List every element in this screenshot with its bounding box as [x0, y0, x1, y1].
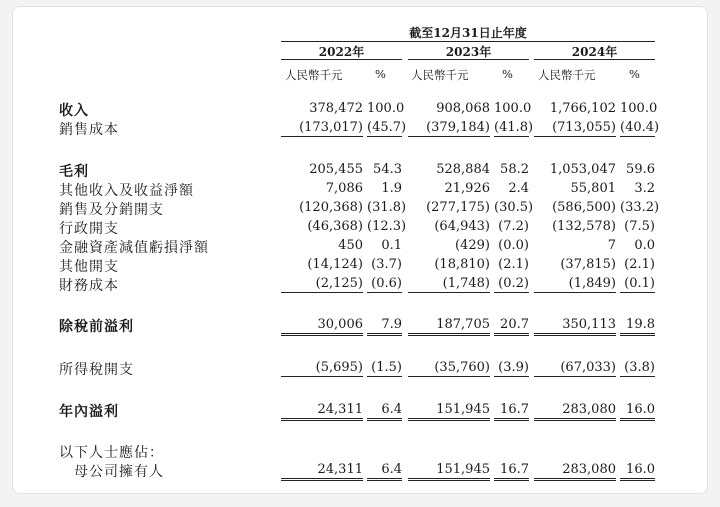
amount-2023-cell: 151,945 — [408, 401, 490, 421]
row-label: 以下人士應佔： — [59, 445, 164, 461]
pct-2023-cell: (0.2) — [494, 275, 529, 293]
table-row — [13, 256, 707, 274]
amount-2022-cell: 450 — [338, 238, 363, 253]
amount-2022-cell: (173,017) — [281, 119, 363, 137]
pct-2024-cell: 59.6 — [626, 162, 655, 177]
table-row — [13, 275, 707, 293]
table-row — [13, 442, 707, 460]
pct-2022-cell: (3.7) — [371, 257, 402, 272]
period-rule — [281, 41, 655, 42]
pct-2023-cell: (7.2) — [498, 219, 529, 234]
amount-2024-cell: 283,080 — [534, 401, 616, 421]
row-label: 母公司擁有人 — [59, 464, 164, 480]
pct-2023-cell: (3.9) — [494, 359, 529, 377]
table-row — [13, 180, 707, 198]
amount-2022-cell: (120,368) — [299, 200, 363, 215]
amount-2024-cell: (713,055) — [534, 119, 616, 137]
amount-2022-cell: 24,311 — [281, 461, 363, 481]
amount-2023-cell: (18,810) — [434, 257, 490, 272]
period-header: 截至12月31日止年度 — [409, 26, 527, 40]
amount-2023-cell — [408, 442, 490, 459]
amount-2023-cell: (429) — [455, 238, 490, 253]
amount-2022-cell: 7,086 — [325, 181, 363, 196]
pct-2022-cell: 100.0 — [367, 101, 405, 116]
table-row — [13, 359, 707, 377]
table-row — [13, 461, 707, 479]
amount-2022-cell: 378,472 — [309, 101, 363, 116]
pct-2024-cell: (2.1) — [624, 257, 655, 272]
table-row — [13, 218, 707, 236]
pct-2024-cell — [620, 442, 655, 459]
year-header-2023: 2023年 — [445, 45, 492, 59]
table-row — [13, 237, 707, 255]
row-label: 收入 — [59, 103, 89, 119]
pct-2023-cell: 16.7 — [494, 461, 529, 481]
amount-2022-cell: 205,455 — [309, 162, 363, 177]
amount-2024-cell: 1,053,047 — [549, 162, 616, 177]
pct-2023-cell: (2.1) — [498, 257, 529, 272]
table-row — [13, 316, 707, 334]
amount-2023-cell: (64,943) — [434, 219, 490, 234]
amount-2024-cell: 283,080 — [534, 461, 616, 481]
pct-2023-cell: 16.7 — [494, 401, 529, 421]
amount-2023-cell: 528,884 — [436, 162, 490, 177]
pct-2024-cell: 16.0 — [620, 461, 655, 481]
amount-2024-cell: 1,766,102 — [549, 101, 616, 116]
pct-2022-cell: 7.9 — [367, 316, 402, 336]
row-label: 其他開支 — [59, 259, 119, 275]
pct-2024-cell: 3.2 — [634, 181, 655, 196]
pct-2024-cell: 0.0 — [634, 238, 655, 253]
row-label: 所得稅開支 — [59, 362, 134, 378]
amount-2022-cell: (46,368) — [307, 219, 363, 234]
table-row — [13, 119, 707, 137]
pct-2024-cell: 100.0 — [620, 101, 658, 116]
row-label: 毛利 — [59, 164, 89, 180]
table-row — [13, 401, 707, 419]
amount-2024-cell: (67,033) — [534, 359, 616, 377]
amount-2023-cell: (1,748) — [408, 275, 490, 293]
amount-2024-cell: (132,578) — [552, 219, 616, 234]
pct-2023-cell: (41.8) — [494, 120, 534, 135]
amount-2024-cell: 55,801 — [570, 181, 616, 196]
table-row — [13, 161, 707, 179]
table-row — [13, 100, 707, 118]
pct-2023-cell: 100.0 — [494, 101, 532, 116]
pct-2023-cell: 20.7 — [494, 316, 529, 336]
amount-2022-cell: (5,695) — [281, 359, 363, 377]
pct-2022-cell: (31.8) — [367, 200, 407, 215]
pct-2024-cell: (33.2) — [620, 200, 660, 215]
pct-2024-cell: 19.8 — [620, 316, 655, 336]
pct-2024-cell: 16.0 — [620, 401, 655, 421]
row-label: 行政開支 — [59, 221, 119, 237]
pct-2024-cell: (40.4) — [620, 120, 660, 135]
year-rule-2023 — [408, 59, 529, 60]
pct-2024-cell: (0.1) — [620, 275, 655, 293]
amount-2022-cell: (14,124) — [307, 257, 363, 272]
amount-2024-cell: 7 — [607, 238, 616, 253]
amount-2023-cell: (35,760) — [408, 359, 490, 377]
pct-2022-cell: (45.7) — [367, 120, 407, 135]
pct-2023-cell: 58.2 — [500, 162, 529, 177]
percent-header-2023: % — [502, 67, 513, 81]
amount-2023-cell: 187,705 — [408, 316, 490, 336]
pct-2022-cell: 1.9 — [381, 181, 402, 196]
year-header-2022: 2022年 — [318, 45, 365, 59]
statement-page — [12, 6, 708, 494]
pct-2022-cell: 0.1 — [381, 238, 402, 253]
row-label: 年內溢利 — [59, 404, 119, 420]
pct-2024-cell: (3.8) — [620, 359, 655, 377]
year-rule-2022 — [281, 59, 402, 60]
amount-2022-cell: (2,125) — [281, 275, 363, 293]
amount-2023-cell: (277,175) — [426, 200, 490, 215]
amount-2023-cell: (379,184) — [408, 119, 490, 137]
pct-2023-cell — [494, 442, 529, 459]
amount-2023-cell: 908,068 — [436, 101, 490, 116]
row-label: 銷售及分銷開支 — [59, 202, 164, 218]
amount-2024-cell — [534, 442, 616, 459]
year-header-2024: 2024年 — [571, 45, 618, 59]
percent-header-2024: % — [629, 67, 640, 81]
row-label: 其他收入及收益淨額 — [59, 183, 194, 199]
pct-2024-cell: (7.5) — [624, 219, 655, 234]
currency-header-2023: 人民幣千元 — [411, 68, 469, 82]
amount-2024-cell: 350,113 — [534, 316, 616, 336]
pct-2023-cell: (0.0) — [498, 238, 529, 253]
amount-2024-cell: (1,849) — [534, 275, 616, 293]
pct-2022-cell: (0.6) — [367, 275, 402, 293]
amount-2024-cell: (37,815) — [560, 257, 616, 272]
pct-2023-cell: (30.5) — [494, 200, 534, 215]
amount-2022-cell: 24,311 — [281, 401, 363, 421]
pct-2022-cell: 54.3 — [373, 162, 402, 177]
year-rule-2024 — [534, 59, 655, 60]
pct-2022-cell: 6.4 — [367, 461, 402, 481]
pct-2022-cell: 6.4 — [367, 401, 402, 421]
amount-2023-cell: 151,945 — [408, 461, 490, 481]
amount-2023-cell: 21,926 — [444, 181, 490, 196]
row-label: 財務成本 — [59, 278, 119, 294]
amount-2024-cell: (586,500) — [552, 200, 616, 215]
pct-2022-cell — [367, 442, 402, 459]
amount-2022-cell — [281, 442, 363, 459]
currency-header-2024: 人民幣千元 — [538, 68, 596, 82]
pct-2023-cell: 2.4 — [508, 181, 529, 196]
percent-header-2022: % — [375, 67, 386, 81]
table-row — [13, 199, 707, 217]
row-label: 金融資產減值虧損淨額 — [59, 240, 209, 256]
pct-2022-cell: (12.3) — [367, 219, 407, 234]
currency-header-2022: 人民幣千元 — [285, 68, 343, 82]
pct-2022-cell: (1.5) — [367, 359, 402, 377]
row-label: 銷售成本 — [59, 122, 119, 138]
amount-2022-cell: 30,006 — [281, 316, 363, 336]
row-label: 除稅前溢利 — [59, 319, 134, 335]
